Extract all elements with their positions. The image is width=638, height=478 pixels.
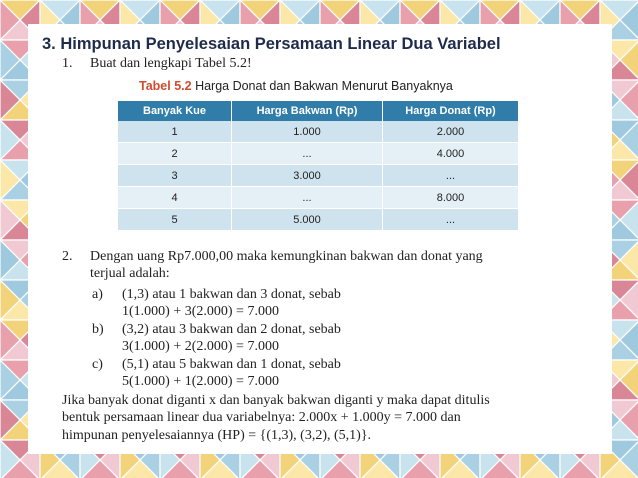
- column-header-harga-donat: Harga Donat (Rp): [383, 101, 519, 121]
- cell-banyak-kue: 1: [118, 121, 232, 143]
- column-header-harga-bakwan: Harga Bakwan (Rp): [232, 101, 383, 121]
- column-header-banyak-kue: Banyak Kue: [118, 101, 232, 121]
- table-caption-text: Harga Donat dan Bakwan Menurut Banyaknya: [195, 79, 453, 93]
- option-c-text: (5,1) atau 5 bakwan dan 1 donat, sebab: [122, 357, 341, 372]
- cell-harga-bakwan: 3.000: [232, 165, 383, 187]
- table-header-row: [118, 101, 519, 121]
- cell-harga-donat: 2.000: [383, 121, 519, 143]
- step-1-number: 1.: [62, 56, 73, 71]
- price-table: [118, 101, 519, 231]
- conclusion-line-3: himpunan penyelesaiannya (HP) = {(1,3), (3,2), (5,1)}.: [62, 428, 372, 443]
- table-row: [118, 209, 519, 231]
- cell-harga-donat: ...: [383, 209, 519, 231]
- option-a-label: a): [92, 287, 103, 302]
- cell-banyak-kue: 3: [118, 165, 232, 187]
- cell-harga-donat: ...: [383, 165, 519, 187]
- option-b-calc: 3(1.000) + 2(2.000) = 7.000: [122, 339, 279, 354]
- cell-harga-bakwan: 1.000: [232, 121, 383, 143]
- option-b-label: b): [92, 322, 104, 337]
- cell-harga-donat: 8.000: [383, 187, 519, 209]
- cell-harga-bakwan: ...: [232, 143, 383, 165]
- conclusion-line-2: bentuk persamaan linear dua variabelnya: 2.000x + 1.000y = 7.000 dan: [62, 410, 461, 425]
- table-row: [118, 143, 519, 165]
- table-caption-label: Tabel 5.2: [139, 79, 192, 93]
- step-2-number: 2.: [62, 249, 73, 264]
- option-c-calc: 5(1.000) + 1(2.000) = 7.000: [122, 374, 279, 389]
- option-a-text: (1,3) atau 1 bakwan dan 3 donat, sebab: [122, 287, 341, 302]
- cell-banyak-kue: 5: [118, 209, 232, 231]
- cell-harga-bakwan: ...: [232, 187, 383, 209]
- cell-banyak-kue: 2: [118, 143, 232, 165]
- option-c-label: c): [92, 357, 103, 372]
- step-2-line-2: terjual adalah:: [90, 266, 170, 281]
- cell-harga-donat: 4.000: [383, 143, 519, 165]
- option-b-text: (3,2) atau 3 bakwan dan 2 donat, sebab: [122, 322, 341, 337]
- step-2-line-1: Dengan uang Rp7.000,00 maka kemungkinan bakwan dan donat yang: [90, 249, 483, 264]
- table-row: [118, 187, 519, 209]
- table-row: [118, 165, 519, 187]
- table-caption: [139, 79, 453, 93]
- step-1-text: Buat dan lengkapi Tabel 5.2!: [90, 56, 252, 71]
- cell-harga-bakwan: 5.000: [232, 209, 383, 231]
- page-heading: 3. Himpunan Penyelesaian Persamaan Linear Dua Variabel: [42, 35, 501, 53]
- cell-banyak-kue: 4: [118, 187, 232, 209]
- conclusion-line-1: Jika banyak donat diganti x dan banyak bakwan diganti y maka dapat ditulis: [62, 393, 490, 408]
- table-row: [118, 121, 519, 143]
- option-a-calc: 1(1.000) + 3(2.000) = 7.000: [122, 304, 279, 319]
